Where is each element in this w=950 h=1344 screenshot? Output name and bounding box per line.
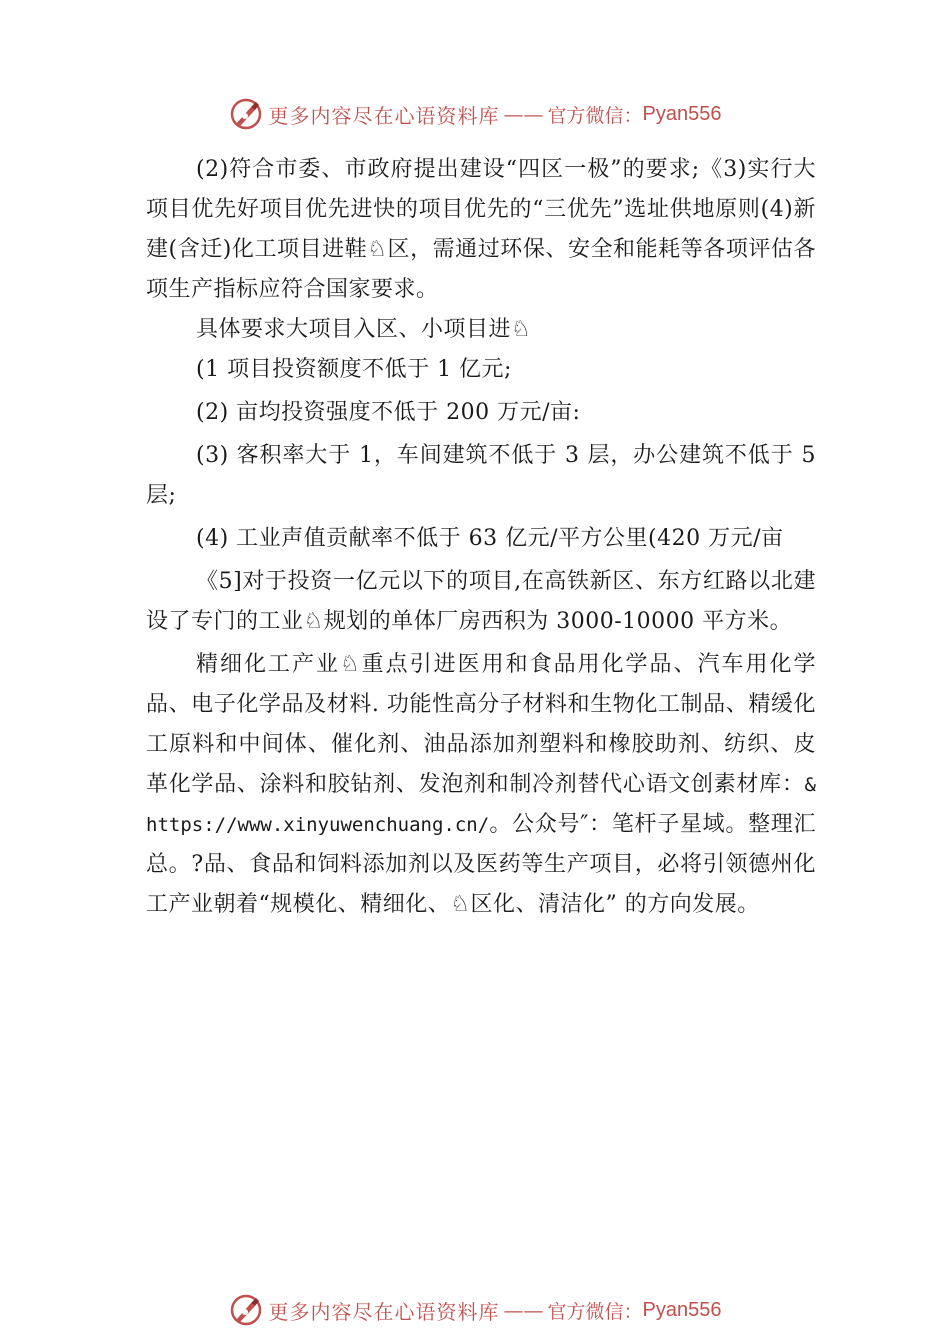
banner-wechat-id: Pyan556	[642, 102, 722, 125]
paragraph-item-3: (3) 客积率大于 1，车间建筑不低于 3 层，办公建筑不低于 5 层;	[146, 443, 816, 508]
source-url-link[interactable]: &https://www.xinyuwenchuang.cn/	[146, 774, 816, 836]
banner-separator: ——	[503, 1298, 544, 1322]
banner-separator: ——	[503, 102, 544, 126]
paragraph-fine-chemical-text-a: 精细化工产业♘重点引进医用和食品用化学品、汽车用化学品、电子化学品及材料. 功能性高分子材料和生物化工制品、精缓化工原料和中间体、催化剂、油品添加剂塑料和橡胶助剂、纺织、皮革化学品、涂料和胶钻剂、发泡剂和制冷剂替代心语文创素材库：	[146, 652, 816, 797]
paragraph-fine-chemical	[146, 645, 816, 925]
document-body	[146, 150, 816, 925]
paragraph-fine-chemical-text-b: 。公众号″：笔杆子星域。整理汇总。?品、食品和饲料添加剂以及医药等生产项目，必将引领德州化工产业朝着“规模化、精细化、♘区化、清洁化” 的方向发展。	[146, 812, 816, 917]
paragraph-item-1: (1 项目投资额度不低于 1 亿元;	[196, 357, 512, 382]
paragraph-item-2: (2) 亩均投资强度不低于 200 万元/亩:	[196, 400, 581, 425]
banner-wechat-label: 官方微信：	[547, 104, 643, 127]
pen-logo-icon	[229, 1293, 263, 1327]
banner-wechat-id: Pyan556	[642, 1298, 722, 1321]
footer-watermark-banner	[0, 1290, 950, 1330]
banner-title: 更多内容尽在心语资料库	[268, 103, 500, 128]
banner-wechat-label: 官方微信：	[547, 1300, 643, 1323]
paragraph-requirements: (2)符合市委、市政府提出建设“四区一极”的要求;《3)实行大项目优先好项目优先进快的项目优先的“三优先”选址供地原则(4)新建(含迁)化工项目进鞋♘区，需通过环保、安全和能耗等各项评估各项生产指标应符合国家要求。	[146, 157, 816, 302]
paragraph-item-5: 《5]对于投资一亿元以下的项目,在高铁新区、东方红路以北建设了专门的工业♘规划的单体厂房西积为 3000-10000 平方米。	[146, 569, 816, 634]
paragraph-specific-intro: 具体要求大项目入区、小项目进♘	[196, 317, 532, 342]
banner-title: 更多内容尽在心语资料库	[268, 1299, 500, 1324]
pen-logo-icon	[229, 97, 263, 131]
header-watermark-banner	[0, 94, 950, 134]
paragraph-item-4: (4) 工业声值贡献率不低于 63 亿元/平方公里(420 万元/亩	[196, 526, 784, 551]
